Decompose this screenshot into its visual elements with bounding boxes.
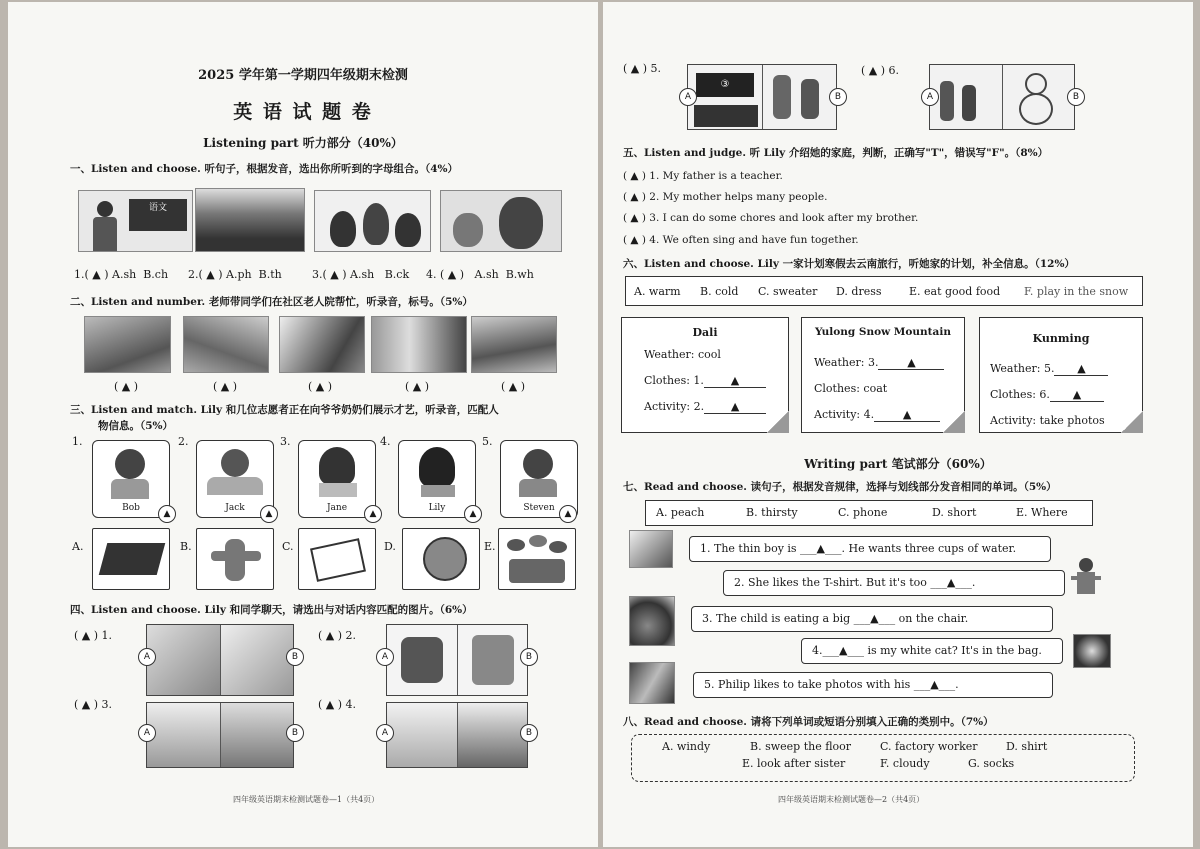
note-yulong-clothes: Clothes: coat: [814, 382, 888, 395]
s2-picture-4: [371, 316, 467, 373]
kid-name-steven: Steven: [523, 503, 555, 513]
blackboard: 语文: [129, 199, 187, 231]
kid-name-jack: Jack: [225, 503, 245, 513]
s6-option-f: F. play in the snow: [1024, 285, 1129, 298]
s8-option-f: F. cloudy: [880, 757, 930, 770]
sweater-icon: [401, 637, 443, 683]
s4-pair-5: [687, 64, 837, 130]
s4-1-option-b[interactable]: B: [286, 648, 304, 666]
section1-title: 一、Listen and choose. 听句子，根据发音，选出你所听到的字母组合。（4%）: [70, 163, 459, 175]
snowman-head-icon: [1025, 73, 1047, 95]
s4-5-option-b[interactable]: B: [829, 88, 847, 106]
kid-4-num: 4.: [380, 435, 391, 448]
s8-option-a: A. windy: [662, 740, 711, 753]
s6-option-b: B. cold: [700, 285, 739, 298]
kid-name-jane: Jane: [326, 503, 348, 513]
s7-picture-3: [629, 596, 675, 646]
movie-screen: ③: [696, 73, 754, 97]
option-c-label: C.: [282, 540, 294, 553]
note-yulong-title: Yulong Snow Mountain: [815, 326, 951, 338]
s2-picture-5: [471, 316, 557, 373]
note-kunming-title: Kunming: [1032, 332, 1090, 345]
match-dot-4[interactable]: ▲: [464, 505, 482, 523]
s8-option-d: D. shirt: [1006, 740, 1048, 753]
writing-header: Writing part 笔试部分（60%）: [804, 457, 992, 471]
basketball-icon: [423, 537, 467, 581]
s7-picture-2: [1071, 558, 1101, 608]
section3-title-line2: 物信息。（5%）: [98, 420, 174, 432]
exam-page-left: [8, 2, 598, 847]
option-a-label: A.: [72, 540, 84, 553]
note-dali-clothes: Clothes: 1. ▲: [644, 374, 766, 388]
kid-1-num: 1.: [72, 435, 83, 448]
s7-picture-4: [1073, 634, 1111, 668]
exam-page-right: [603, 2, 1193, 847]
s2-picture-2: [183, 316, 269, 373]
s4-item-2: ( ▲ ) 2.: [318, 629, 357, 642]
s4-item-1: ( ▲ ) 1.: [74, 629, 113, 642]
s7-option-b: B. thirsty: [746, 506, 798, 519]
shirt-icon: [472, 635, 514, 685]
note-kunming-weather: Weather: 5. ▲: [990, 362, 1108, 376]
section3-title-line1: 三、Listen and match. Lily 和几位志愿者正在向爷爷奶奶们展示才艺，听录音，匹配人: [70, 404, 499, 416]
section7-title: 七、Read and choose. 读句子，根据发音规律，选择与划线部分发音相同的单词。（5%）: [623, 481, 1057, 493]
note-dali-activity: Activity: 2. ▲: [644, 400, 766, 414]
s4-6-option-b[interactable]: B: [1067, 88, 1085, 106]
s4-2-option-b[interactable]: B: [520, 648, 538, 666]
animals-picture: [440, 190, 562, 252]
s6-option-e: E. eat good food: [909, 285, 1001, 298]
match-dot-1[interactable]: ▲: [158, 505, 176, 523]
s8-option-b: B. sweep the floor: [750, 740, 852, 753]
kid-3-num: 3.: [280, 435, 291, 448]
s7-sentence-2: 2. She likes the T-shirt. But it's too ___▲___.: [723, 570, 1065, 596]
s6-options-box: [625, 276, 1143, 306]
kid-name-bob: Bob: [122, 503, 140, 513]
kungfu-picture: [196, 528, 274, 590]
kid-face-icon: [419, 447, 455, 487]
option-b-label: B.: [180, 540, 192, 553]
s4-1-option-a[interactable]: A: [138, 648, 156, 666]
kid-face-icon: [523, 449, 553, 479]
section8-title: 八、Read and choose. 请将下列单词或短语分别填入正确的类别中。（7%）: [623, 716, 994, 728]
note-kunming-clothes: Clothes: 6. ▲: [990, 388, 1104, 402]
s7-sentence-4: 4.___▲___ is my white cat? It's in the bag.: [801, 638, 1063, 664]
s4-item-5: ( ▲ ) 5.: [623, 62, 662, 75]
s2-blank-5: ( ▲ ): [501, 380, 526, 393]
match-dot-2[interactable]: ▲: [260, 505, 278, 523]
section6-title: 六、Listen and choose. Lily 一家计划寒假去云南旅行，听她家的计划，补全信息。（12%）: [623, 258, 1075, 270]
kid-5-num: 5.: [482, 435, 493, 448]
note-dali-weather: Weather: cool: [644, 348, 721, 361]
s4-5-option-a[interactable]: A: [679, 88, 697, 106]
s6-option-c: C. sweater: [758, 285, 818, 298]
note-dali-title: Dali: [692, 326, 718, 339]
note-kunming: [979, 317, 1143, 433]
s4-pair-2: [386, 624, 528, 696]
s2-blank-1: ( ▲ ): [114, 380, 139, 393]
kid-card-jane: [298, 440, 376, 518]
s4-3-option-a[interactable]: A: [138, 724, 156, 742]
note-yulong-activity: Activity: 4. ▲: [814, 408, 940, 422]
s2-blank-2: ( ▲ ): [213, 380, 238, 393]
section4-title: 四、Listen and choose. Lily 和同学聊天，请选出与对话内容匹配的图片。（6%）: [70, 604, 473, 616]
kid-face-icon: [221, 449, 249, 477]
match-dot-3[interactable]: ▲: [364, 505, 382, 523]
kid-face-icon: [115, 449, 145, 479]
s8-option-e: E. look after sister: [742, 757, 846, 770]
s2-blank-3: ( ▲ ): [308, 380, 333, 393]
s5-item-3: ( ▲ ) 3. I can do some chores and look after my brother.: [623, 212, 919, 224]
s4-3-option-b[interactable]: B: [286, 724, 304, 742]
s2-picture-3: [279, 316, 365, 373]
s8-option-g: G. socks: [968, 757, 1015, 770]
s4-2-option-a[interactable]: A: [376, 648, 394, 666]
s7-option-c: C. phone: [838, 506, 888, 519]
subject-title: 英 语 试 题 卷: [233, 101, 373, 123]
s1-item-3: 3.( ▲ ) A.sh B.ck: [312, 268, 410, 281]
s4-4-option-b[interactable]: B: [520, 724, 538, 742]
elephants-picture: [195, 188, 305, 252]
s7-options-box: [645, 500, 1093, 526]
chess-board-picture: [92, 528, 170, 590]
s4-pair-4: [386, 702, 528, 768]
exam-title: 2025 学年第一学期四年级期末检测: [198, 68, 408, 83]
s7-sentence-3: 3. The child is eating a big ___▲___ on the chair.: [691, 606, 1053, 632]
s4-pair-3: [146, 702, 294, 768]
s5-item-1: ( ▲ ) 1. My father is a teacher.: [623, 170, 783, 182]
s4-item-3: ( ▲ ) 3.: [74, 698, 113, 711]
kid-2-num: 2.: [178, 435, 189, 448]
basketball-picture: [402, 528, 480, 590]
teacher-picture: [78, 190, 193, 252]
kid-card-bob: [92, 440, 170, 518]
section2-title: 二、Listen and number. 老师带同学们在社区老人院帮忙，听录音，标号。（5%）: [70, 296, 473, 308]
s7-sentence-1: 1. The thin boy is ___▲___. He wants three cups of water.: [689, 536, 1051, 562]
s6-option-a: A. warm: [634, 285, 681, 298]
option-d-label: D.: [384, 540, 396, 553]
kid-face-icon: [319, 447, 355, 485]
match-dot-5[interactable]: ▲: [559, 505, 577, 523]
kid-name-lily: Lily: [428, 503, 446, 513]
s5-item-4: ( ▲ ) 4. We often sing and have fun together.: [623, 234, 859, 246]
listening-header: Listening part 听力部分（40%）: [203, 136, 403, 150]
right-footer: 四年级英语期末检测试题卷—2（共4页）: [778, 795, 925, 804]
note-yulong: [801, 317, 965, 433]
s7-picture-5: [629, 662, 675, 704]
note-kunming-activity: Activity: take photos: [990, 414, 1105, 427]
singing-picture: [498, 528, 576, 590]
s5-item-2: ( ▲ ) 2. My mother helps many people.: [623, 191, 828, 203]
left-footer: 四年级英语期末检测试题卷—1（共4页）: [233, 795, 380, 804]
s7-picture-1: [629, 530, 673, 568]
s7-option-a: A. peach: [656, 506, 705, 519]
s4-4-option-a[interactable]: A: [376, 724, 394, 742]
s7-option-e: E. Where: [1016, 506, 1068, 519]
s1-item-4: 4. ( ▲ ) A.sh B.wh: [426, 268, 534, 281]
s1-item-2: 2.( ▲ ) A.ph B.th: [188, 268, 282, 281]
s2-blank-4: ( ▲ ): [405, 380, 430, 393]
note-yulong-weather: Weather: 3. ▲: [814, 356, 944, 370]
note-dali: [621, 317, 789, 433]
s1-item-1: 1.( ▲ ) A.sh B.ch: [74, 268, 169, 281]
section5-title: 五、Listen and judge. 听 Lily 介绍她的家庭，判断，正确写"T"，错误写"F"。（8%）: [623, 147, 1049, 159]
kid-card-lily: [398, 440, 476, 518]
s8-options-box: [631, 734, 1135, 782]
s2-picture-1: [84, 316, 171, 373]
s7-option-d: D. short: [932, 506, 977, 519]
penguins-picture: [314, 190, 431, 252]
s4-pair-6: [929, 64, 1075, 130]
s6-option-d: D. dress: [836, 285, 882, 298]
s4-pair-1: [146, 624, 294, 696]
s7-sentence-5: 5. Philip likes to take photos with his ___▲___.: [693, 672, 1053, 698]
painting-picture: [298, 528, 376, 590]
s4-item-6: ( ▲ ) 6.: [861, 64, 900, 77]
s4-item-4: ( ▲ ) 4.: [318, 698, 357, 711]
s8-option-c: C. factory worker: [880, 740, 978, 753]
option-e-label: E.: [484, 540, 496, 553]
s4-6-option-a[interactable]: A: [921, 88, 939, 106]
